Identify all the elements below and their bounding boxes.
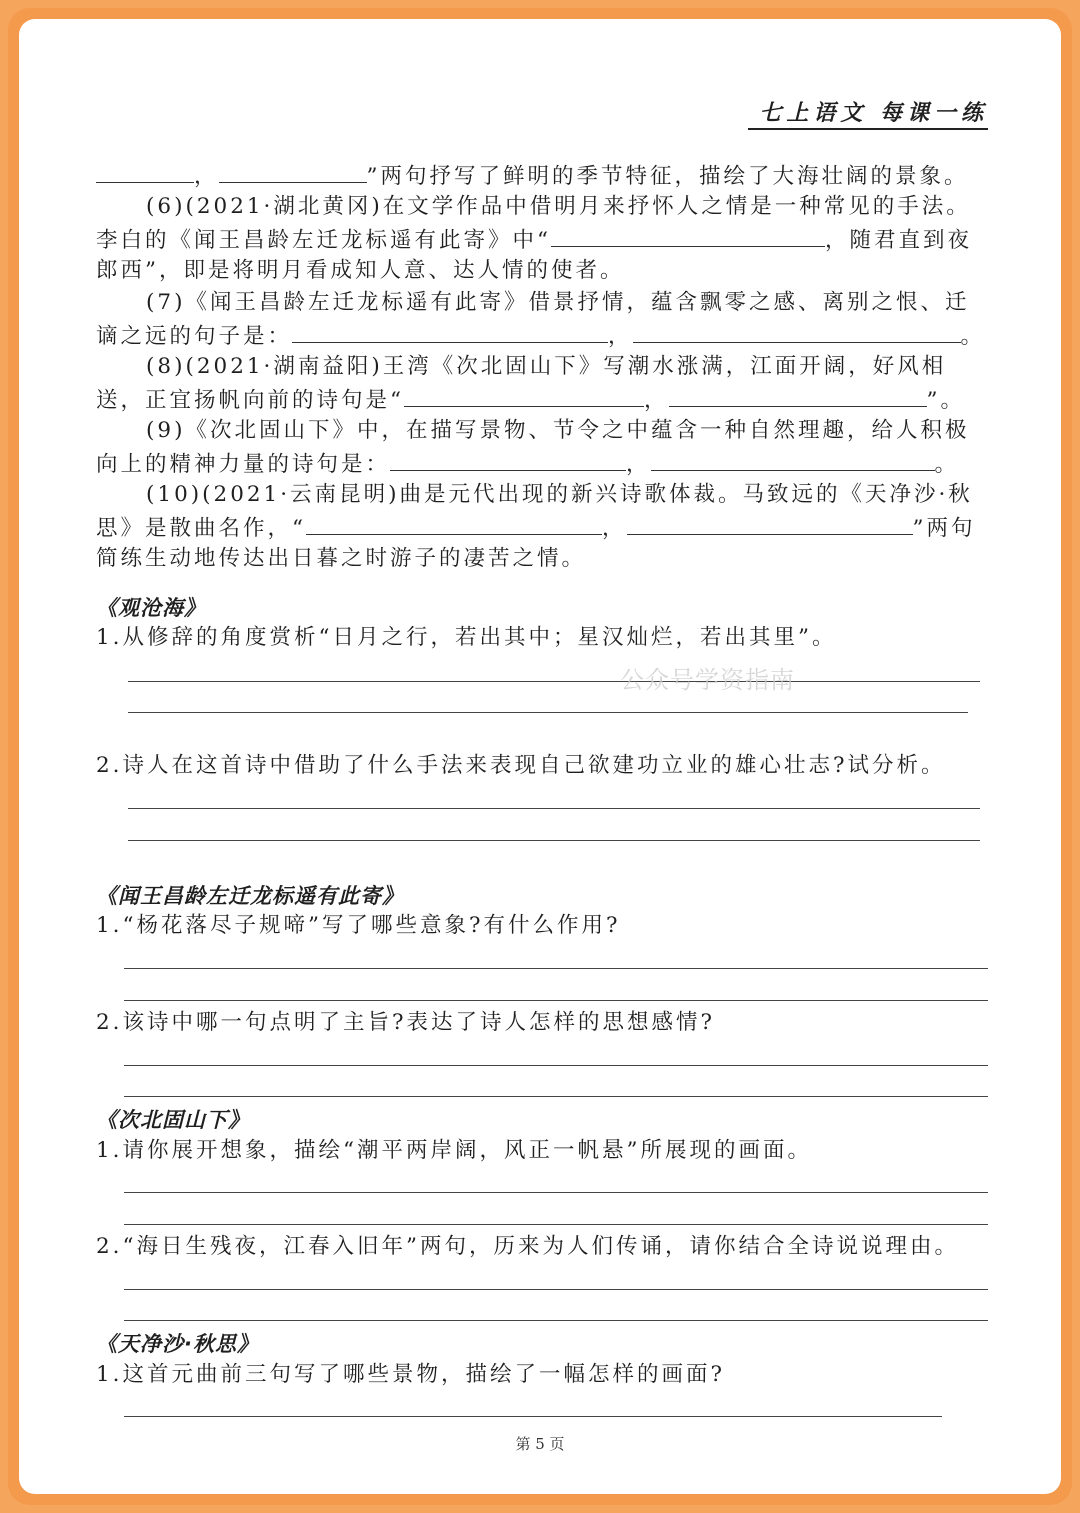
answer-line[interactable] bbox=[124, 1416, 942, 1417]
answer-line[interactable] bbox=[124, 1096, 988, 1097]
section-title-wen-wang-changling: 《闻王昌龄左迁龙标遥有此寄》 bbox=[96, 884, 404, 908]
question-8-line-1: (8)(2021·湖南益阳)王湾《次北固山下》写潮水涨满，江面开阔，好风相 bbox=[146, 354, 947, 379]
answer-line[interactable] bbox=[124, 1289, 988, 1290]
section-4-question-1: 1.这首元曲前三句写了哪些景物，描绘了一幅怎样的画面? bbox=[96, 1362, 726, 1387]
question-7-line-2: 谪之远的句子是： ， 。 bbox=[96, 320, 985, 352]
page-number: 第 5 页 bbox=[515, 1435, 565, 1453]
answer-line[interactable] bbox=[124, 1320, 988, 1321]
question-9-line-1: (9)《次北固山下》中，在描写景物、节令之中蕴含一种自然理趣，给人积极 bbox=[146, 418, 970, 443]
section-2-question-2: 2.该诗中哪一句点明了主旨?表达了诗人怎样的思想感情? bbox=[96, 1010, 716, 1035]
answer-line[interactable] bbox=[128, 681, 980, 682]
section-title-guancanghai: 《观沧海》 bbox=[96, 596, 206, 620]
section-3-question-2: 2.“海日生残夜，江春入旧年”两句，历来为人们传诵，请你结合全诗说说理由。 bbox=[96, 1234, 959, 1259]
question-10-line-2: 思》是散曲名作，“ ， ”两句 bbox=[96, 512, 976, 544]
question-6-line-2: 李白的《闻王昌龄左迁龙标遥有此寄》中“ ，随君直到夜 bbox=[96, 224, 972, 256]
answer-line[interactable] bbox=[124, 968, 988, 969]
page-header: 七上语文 每课一练 bbox=[748, 100, 988, 130]
question-9-line-2: 向上的精神力量的诗句是： ， 。 bbox=[96, 448, 959, 480]
answer-line[interactable] bbox=[124, 1224, 988, 1225]
answer-line-1: ， ”两句抒写了鲜明的季节特征，描绘了大海壮阔的景象。 bbox=[96, 160, 969, 192]
section-2-question-1: 1.“杨花落尽子规啼”写了哪些意象?有什么作用? bbox=[96, 913, 621, 938]
section-1-question-1: 1.从修辞的角度赏析“日月之行，若出其中；星汉灿烂，若出其里”。 bbox=[96, 625, 837, 650]
answer-line[interactable] bbox=[128, 808, 980, 809]
question-10-line-1: (10)(2021·云南昆明)曲是元代出现的新兴诗歌体裁。马致远的《天净沙·秋 bbox=[146, 482, 973, 507]
question-8-line-2: 送，正宜扬帆向前的诗句是“ ， ”。 bbox=[96, 384, 965, 416]
answer-line[interactable] bbox=[128, 840, 980, 841]
question-7-line-1: (7)《闻王昌龄左迁龙标遥有此寄》借景抒情，蕴含飘零之感、离别之恨、迁 bbox=[146, 290, 970, 315]
answer-line[interactable] bbox=[128, 712, 968, 713]
question-6-line-1: (6)(2021·湖北黄冈)在文学作品中借明月来抒怀人之情是一种常见的手法。 bbox=[146, 194, 971, 219]
section-1-question-2: 2.诗人在这首诗中借助了什么手法来表现自己欲建功立业的雄心壮志?试分析。 bbox=[96, 753, 946, 778]
section-3-question-1: 1.请你展开想象，描绘“潮平两岸阔，风正一帆悬”所展现的画面。 bbox=[96, 1138, 812, 1163]
question-6-line-3: 郎西”，即是将明月看成知人意、达人情的使者。 bbox=[96, 258, 625, 283]
answer-line[interactable] bbox=[124, 1000, 988, 1001]
section-title-ci-beigushan: 《次北固山下》 bbox=[96, 1108, 250, 1132]
watermark: 公众号学资指南 bbox=[620, 666, 795, 694]
question-10-line-3: 简练生动地传达出日暮之时游子的凄苦之情。 bbox=[96, 546, 587, 571]
section-title-tianjingsha-qiusi: 《天净沙·秋思》 bbox=[96, 1332, 259, 1356]
answer-line[interactable] bbox=[124, 1065, 988, 1066]
answer-line[interactable] bbox=[124, 1192, 988, 1193]
